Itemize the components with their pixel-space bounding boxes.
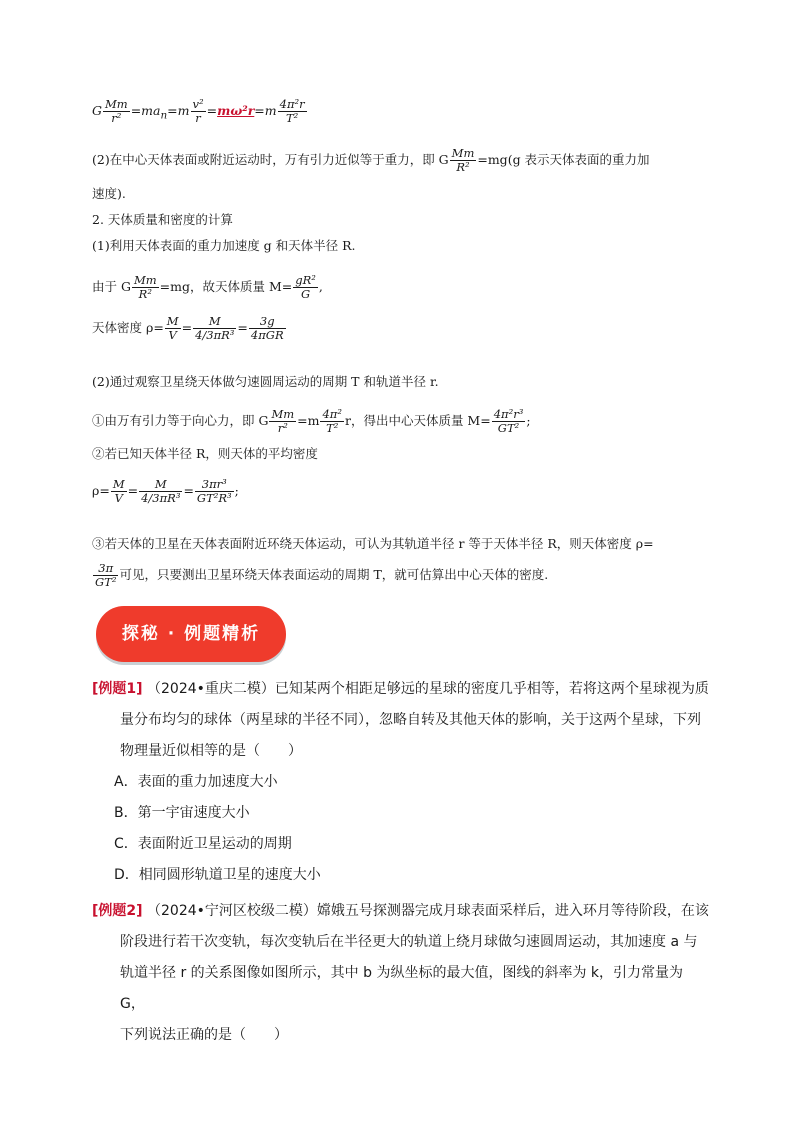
option-c[interactable]: C．表面附近卫星运动的周期 [114,836,292,852]
fraction: 3g 4πGR [250,314,284,342]
fraction: $\frac{\text{4π²}}{\text{T²}}$ [322,407,342,435]
highlighted-term: mω²r [217,103,255,118]
question-tag: [例题2] [92,903,143,919]
section-banner: 探秘 · 例题精析 [96,606,286,662]
fraction: $\frac{Mm}{\text{R²}}$ [451,146,475,174]
formula-line-4: 由于 G $\frac{Mm}{\text{R²}}$ =mg，故天体质量 M= $\frac{\text{gR²}}{G}$ , [92,273,323,301]
formula-line-1: G $\frac{Mm}{\text{r²}}$ $=ma_n=m$ $\frac{\text{v²}}{r}$ =mω²r=m $\frac{\text{4π²r}}{\text{T²}}$ [92,97,305,125]
fraction: $\frac{M}{V}$ [112,477,125,505]
question-2: [例题2] （2024•宁河区校级二模）嫦娥五号探测器完成月球表面采样后，进入环月等待阶段，在该 阶段进行若干次变轨，每次变轨后在半径更大的轨道上绕月球做匀速圆周运动，其加速度 a 与 轨道半径 r 的关系图像如图所示，其中 b 为纵坐标的最大值，图线的斜率为 k，引力常量为 G， 下列说法正确的是（ ） [92,903,709,1043]
fraction: $\frac{M}{\text{4/3πR³}}$ [195,314,235,342]
option-a[interactable]: A．表面的重力加速度大小 [114,774,278,790]
question-1: [例题1] （2024•重庆二模）已知某两个相距足够远的星球的密度几乎相等，若将这两个星球视为质 量分布均匀的球体（两星球的半径不同），忽略自转及其他天体的影响，关于这两个星球，下列 物理量近似相等的是（ ） A．表面的重力加速度大小 B．第一宇宙速度大小 C．表面附近卫星运动的周期 D．相同圆形轨道卫星的速度大小 [92,674,712,891]
option-b[interactable]: B．第一宇宙速度大小 [114,805,250,821]
fraction: $\frac{Mm}{\text{R²}}$ [133,273,157,301]
text-line-10: ③若天体的卫星在天体表面附近环绕天体运动，可认为其轨道半径 r 等于天体半径 R，则天体密度 ρ= [92,536,654,551]
formula-line-5: 天体密度 ρ= $\frac{M}{V}$ = $\frac{M}{\text{4/3πR³}}$ = 3g 4πGR [92,314,284,342]
section-heading: 2. 天体质量和密度的计算 [92,212,233,227]
fraction: $\frac{\text{v²}}{r}$ [192,97,204,125]
fraction: $\frac{\text{4π²r}}{\text{T²}}$ [279,97,305,125]
fraction: $\frac{Mm}{\text{r²}}$ [105,97,128,125]
fraction: $\frac{\text{4π²r³}}{\text{GT²}}$ [493,407,524,435]
formula-line-7: ①由万有引力等于向心力，即 G $\frac{Mm}{\text{r²}}$ =m $\frac{\text{4π²}}{\text{T²}}$ r，得出中心天体质量 M= $\frac{\text{4π²r³}}{\text{GT²}}$ ; [92,407,531,435]
text-line-2b: 速度). [92,186,126,201]
option-d[interactable]: D．相同圆形轨道卫星的速度大小 [114,867,321,883]
text-line-3: (1)利用天体表面的重力加速度 g 和天体半径 R. [92,238,356,253]
fraction: $\frac{3\pi}{\text{GT²}}$ [95,561,117,589]
fraction: $\frac{\text{gR²}}{G}$ [295,273,316,301]
question-tag: [例题1] [92,681,143,697]
text-line-6: (2)通过观察卫星绕天体做匀速圆周运动的周期 T 和轨道半径 r. [92,374,439,389]
fraction: $\frac{Mm}{\text{r²}}$ [271,407,295,435]
text-line-8: ②若已知天体半径 R，则天体的平均密度 [92,446,318,461]
text-line-2a: (2)在中心天体表面或附近运动时，万有引力近似等于重力，即 G $\frac{Mm}{\text{R²}}$ =mg(g 表示天体表面的重力加 [92,146,650,174]
fraction: $\frac{\text{3πr³}}{\text{GT²R³}}$ [196,477,232,505]
formula-line-11: $\frac{3\pi}{\text{GT²}}$ 可见，只要测出卫星环绕天体表面运动的周期 T，就可估算出中心天体的密度. [95,561,549,589]
fraction: $\frac{M}{\text{4/3πR³}}$ [141,477,181,505]
fraction: $\frac{M}{V}$ [166,314,179,342]
formula-line-9: ρ= $\frac{M}{V}$ = $\frac{M}{\text{4/3πR³}}$ = $\frac{\text{3πr³}}{\text{GT²R³}}$ ; [92,477,239,505]
